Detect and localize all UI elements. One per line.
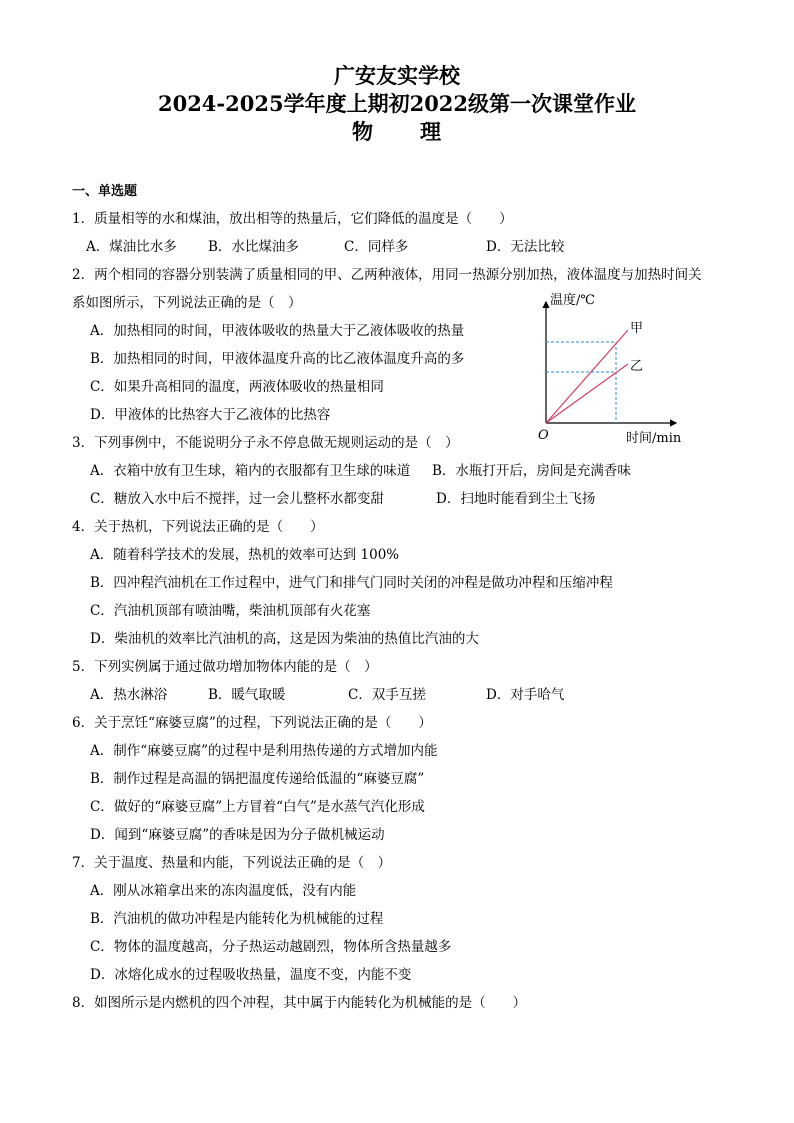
origin-label: O	[538, 428, 549, 443]
q4-option-a: A．随着科学技术的发展，热机的效率可达到 100%	[90, 547, 400, 563]
q1-option-b: B．水比煤油多	[208, 239, 299, 255]
line-yi-label: 乙	[630, 359, 644, 374]
school-title: 广安友实学校	[334, 63, 460, 88]
question-8-stem: 8．如图所示是内燃机的四个冲程，其中属于内能转化为机械能的是（ ）	[72, 995, 527, 1011]
question-3-stem: 3．下列事例中，不能说明分子永不停息做无规则运动的是（ ）	[72, 435, 459, 451]
q5-option-b: B．暖气取暖	[208, 687, 286, 703]
question-2-stem-cont: 系如图所示，下列说法正确的是（ ）	[72, 295, 302, 311]
section-heading: 一、单选题	[72, 184, 138, 199]
question-4-stem: 4．关于热机，下列说法正确的是（ ）	[72, 519, 324, 535]
question-2-stem: 2．两个相同的容器分别装满了质量相同的甲、乙两种液体，用同一热源分别加热，液体温度与加热时间关	[72, 267, 702, 283]
question-7-stem: 7．关于温度、热量和内能，下列说法正确的是（ ）	[72, 855, 392, 871]
q2-option-c: C．如果升高相同的温度，两液体吸收的热量相同	[90, 379, 384, 395]
q7-option-a: A．刚从冰箱拿出来的冻肉温度低，没有内能	[90, 883, 357, 899]
q3-option-b: B．水瓶打开后，房间是充满香味	[432, 463, 631, 479]
q3-option-d: D．扫地时能看到尘土飞扬	[436, 491, 596, 507]
q7-option-d: D．冰熔化成水的过程吸收热量，温度不变，内能不变	[90, 967, 412, 983]
q5-option-c: C．双手互搓	[348, 687, 426, 703]
q2-option-d: D．甲液体的比热容大于乙液体的比热容	[90, 407, 331, 423]
q5-option-a: A．热水淋浴	[90, 687, 168, 703]
q6-option-b: B．制作过程是高温的锅把温度传递给低温的“麻婆豆腐”	[90, 771, 425, 787]
q6-option-c: C．做好的“麻婆豆腐”上方冒着“白气”是水蒸气汽化形成	[90, 799, 425, 815]
q2-option-b: B．加热相同的时间，甲液体温度升高的比乙液体温度升高的多	[90, 351, 465, 367]
temperature-time-graph	[528, 288, 688, 448]
question-5-stem: 5．下列实例属于通过做功增加物体内能的是（ ）	[72, 659, 378, 675]
q2-option-a: A．加热相同的时间，甲液体吸收的热量大于乙液体吸收的热量	[90, 323, 465, 339]
q7-option-b: B．汽油机的做功冲程是内能转化为机械能的过程	[90, 911, 384, 927]
subject-title	[0, 118, 794, 146]
subject-char-2: 理	[420, 119, 442, 144]
q6-option-d: D．闻到“麻婆豆腐”的香味是因为分子做机械运动	[90, 827, 385, 843]
question-1-stem: 1．质量相等的水和煤油，放出相等的热量后，它们降低的温度是（ ）	[72, 211, 513, 227]
question-6-stem: 6．关于烹饪“麻婆豆腐”的过程，下列说法正确的是（ ）	[72, 715, 432, 731]
q5-option-d: D．对手哈气	[486, 687, 565, 703]
q1-option-d: D．无法比较	[486, 239, 565, 255]
subject-char-1: 物	[352, 119, 374, 144]
q3-option-a: A．衣箱中放有卫生球，箱内的衣服都有卫生球的味道	[90, 463, 411, 479]
q3-option-c: C．糖放入水中后不搅拌，过一会儿整杯水都变甜	[90, 491, 384, 507]
q1-option-c: C．同样多	[344, 239, 409, 255]
exam-subtitle: 2024-2025学年度上期初2022级第一次课堂作业	[157, 91, 637, 116]
q4-option-d: D．柴油机的效率比汽油机的高，这是因为柴油的热值比汽油的大	[90, 631, 479, 647]
q7-option-c: C．物体的温度越高，分子热运动越剧烈，物体所含热量越多	[90, 939, 452, 955]
line-jia-label: 甲	[630, 321, 644, 336]
y-axis-label: 温度/℃	[550, 293, 595, 308]
q4-option-c: C．汽油机顶部有喷油嘴，柴油机顶部有火花塞	[90, 603, 371, 619]
q4-option-b: B．四冲程汽油机在工作过程中，进气门和排气门同时关闭的冲程是做功冲程和压缩冲程	[90, 575, 613, 591]
q6-option-a: A．制作“麻婆豆腐”的过程中是利用热传递的方式增加内能	[90, 743, 438, 759]
q1-option-a: A．煤油比水多	[86, 239, 177, 255]
x-axis-label: 时间/min	[626, 431, 682, 446]
